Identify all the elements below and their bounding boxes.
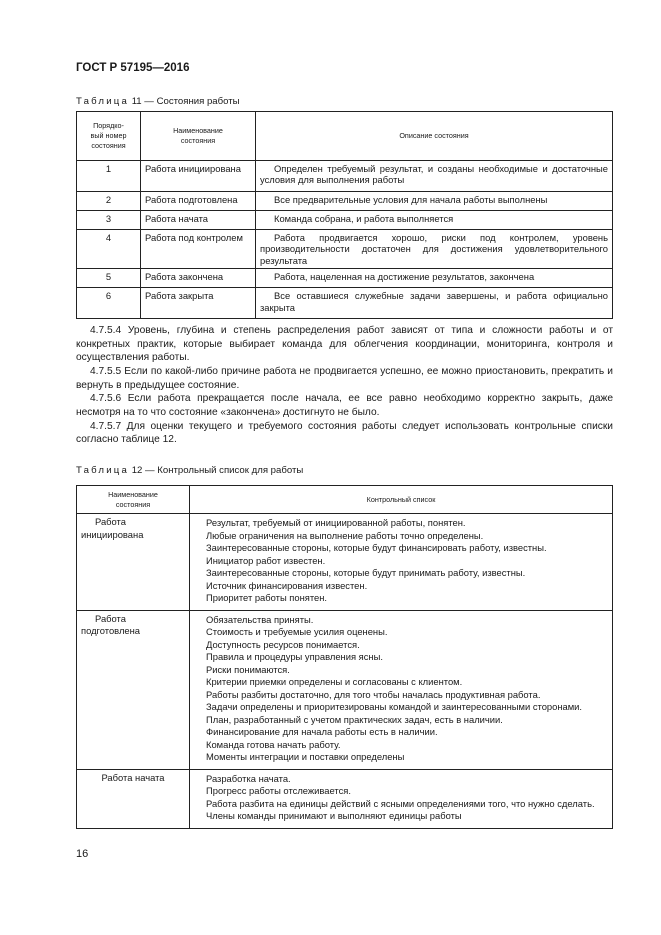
checklist-item: Заинтересованные стороны, которые будут принимать работу, известны.: [206, 567, 526, 578]
table-row: [77, 192, 613, 211]
state-name: Работа подготовлена: [77, 610, 190, 769]
checklist: [190, 769, 613, 828]
table-11-caption-text: 11 — Состояния работы: [131, 96, 240, 107]
checklist-item: Стоимость и требуемые усилия оценены.: [206, 626, 388, 637]
checklist-item: Обязательства приняты.: [206, 613, 314, 625]
state-number: 3: [77, 211, 141, 230]
paragraph-4-7-5-7: 4.7.5.7 Для оценки текущего и требуемого состояния работы следует использовать контрольные списки согласно таблице 12.: [76, 420, 613, 446]
table-11-header-desc: Описание состояния: [256, 112, 613, 161]
checklist-item: Заинтересованные стороны, которые будут финансировать работу, известны.: [206, 542, 547, 553]
table-row: [77, 769, 613, 828]
table-row: [77, 230, 613, 269]
state-name: Работа подготовлена: [141, 192, 256, 211]
checklist-item: Правила и процедуры управления ясны.: [206, 651, 383, 662]
table-12-caption: [76, 465, 303, 477]
table-12-caption-word: Таблица: [76, 465, 130, 476]
table-row: [77, 269, 613, 288]
checklist-item: Работа разбита на единицы действий с ясными определениями того, что нужно сделать.: [206, 797, 595, 809]
checklist-item: Финансирование для начала работы есть в наличии.: [206, 726, 438, 737]
state-name: Работа закончена: [141, 269, 256, 288]
state-name: Работа закрыта: [141, 288, 256, 319]
page-number: 16: [76, 848, 89, 860]
checklist-item: Доступность ресурсов понимается.: [206, 638, 360, 650]
checklist-item: Разработка начата.: [206, 772, 291, 784]
state-description: Определен требуемый результат, и созданы необходимые и достаточные условия для выполнения работы: [256, 161, 613, 192]
state-description: Все оставшиеся служебные задачи завершены, и работа официально закрыта: [256, 288, 613, 319]
paragraph-4-7-5-4: 4.7.5.4 Уровень, глубина и степень распределения работ зависят от типа и сложности работы и от конкретных практик, которые выбирает команда для облегчения координации, мониторинга, контроля и осуществления работы.: [76, 325, 613, 364]
checklist-item: Задачи определены и приоритезированы командой и заинтересованными сторонами.: [206, 701, 583, 712]
checklist-item: Источник финансирования известен.: [206, 579, 368, 591]
table-11-header-name: Наименование состояния: [141, 112, 256, 161]
table-11: [76, 111, 613, 319]
checklist: [190, 610, 613, 769]
state-number: 6: [77, 288, 141, 319]
state-name: Работа инициирована: [141, 161, 256, 192]
table-row: [77, 610, 613, 769]
paragraph-4-7-5-6: 4.7.5.6 Если работа прекращается после начала, ее все равно необходимо корректно закрыть, даже несмотря на то что состояние «закончена» достигнуто не было.: [76, 393, 613, 419]
table-11-header-row: [77, 112, 613, 161]
state-description: Работа, нацеленная на достижение результатов, закончена: [256, 269, 613, 288]
state-name: Работа инициирована: [77, 514, 190, 611]
state-description: Работа продвигается хорошо, риски под контролем, уровень производительности достаточен для достижения удовлетворительного результата: [256, 230, 613, 269]
table-12: [76, 485, 613, 829]
checklist-item: Члены команды принимают и выполняют единицы работы: [206, 810, 462, 821]
state-number: 5: [77, 269, 141, 288]
state-number: 1: [77, 161, 141, 192]
state-name: Работа начата: [141, 211, 256, 230]
state-name: Работа начата: [77, 769, 190, 828]
checklist-item: Прогресс работы отслеживается.: [206, 785, 351, 796]
table-12-header-row: [77, 486, 613, 514]
checklist-item: Критерии приемки определены и согласованы с клиентом.: [206, 676, 463, 687]
checklist-item: План, разработанный с учетом практических задач, есть в наличии.: [206, 713, 503, 725]
state-name: Работа под контролем: [141, 230, 256, 269]
table-12-caption-text: 12 — Контрольный список для работы: [131, 465, 304, 476]
table-11-caption-word: Таблица: [76, 96, 130, 107]
checklist: [190, 514, 613, 611]
checklist-item: Любые ограничения на выполнение работы точно определены.: [206, 529, 484, 541]
table-11-caption: [76, 96, 240, 108]
checklist-item: Результат, требуемый от инициированной работы, понятен.: [206, 517, 466, 528]
paragraph-4-7-5-5: 4.7.5.5 Если по какой-либо причине работа не продвигается успешно, ее можно приостановить, прекратить и вернуть в предыдущее состояние.: [76, 366, 613, 391]
checklist-item: Риски понимаются.: [206, 663, 290, 675]
table-12-header-checklist: Контрольный список: [190, 486, 613, 514]
body-paragraphs: [76, 324, 613, 447]
checklist-item: Работы разбиты достаточно, для того чтобы началась продуктивная работа.: [206, 688, 541, 700]
table-row: [77, 288, 613, 319]
table-row: [77, 514, 613, 611]
table-12-header-name: Наименование состояния: [77, 486, 190, 514]
table-11-header-num: Порядко- вый номер состояния: [77, 112, 141, 161]
table-row: [77, 161, 613, 192]
checklist-item: Моменты интеграции и поставки определены: [206, 751, 405, 762]
checklist-item: Команда готова начать работу.: [206, 738, 341, 750]
state-number: 4: [77, 230, 141, 269]
state-description: Все предварительные условия для начала работы выполнены: [256, 192, 613, 211]
state-number: 2: [77, 192, 141, 211]
state-description: Команда собрана, и работа выполняется: [256, 211, 613, 230]
standard-code: ГОСТ Р 57195—2016: [76, 62, 190, 74]
checklist-item: Приоритет работы понятен.: [206, 592, 328, 603]
checklist-item: Инициатор работ известен.: [206, 554, 326, 566]
table-row: [77, 211, 613, 230]
